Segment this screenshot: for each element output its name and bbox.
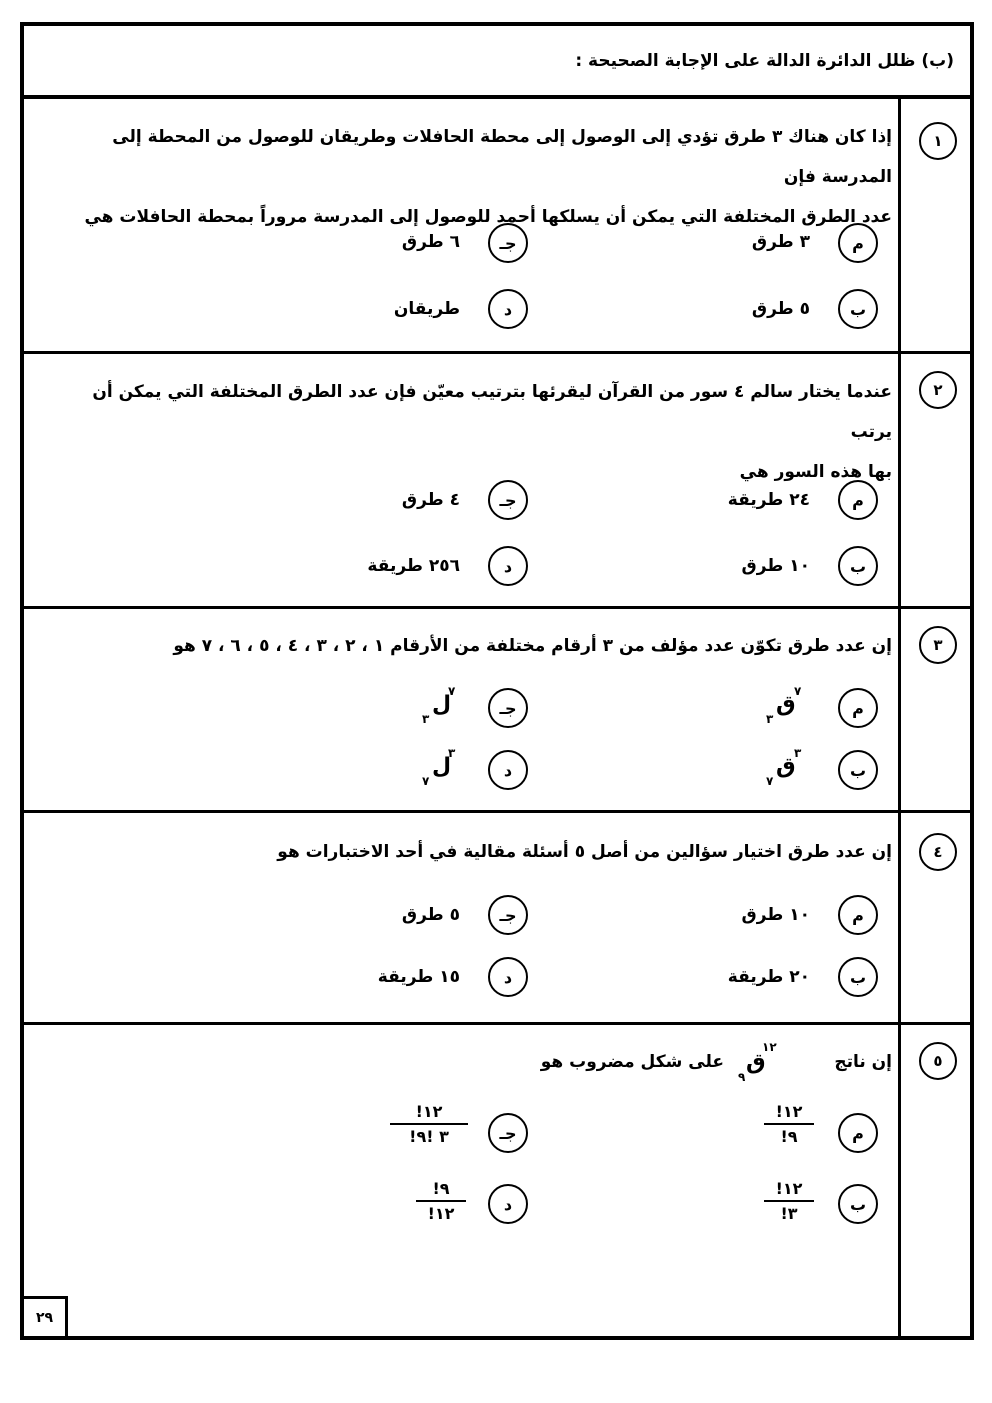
question-line: إذا كان هناك ٣ طرق تؤدي إلى الوصول إلى محطة الحافلات وطريقان للوصول من المحطة إلى المدرسة فإن: [112, 127, 892, 187]
option-b-circle[interactable]: ب: [838, 1184, 878, 1224]
option-c-circle[interactable]: جـ: [488, 480, 528, 520]
option-d-circle[interactable]: د: [488, 546, 528, 586]
option-c-circle[interactable]: جـ: [488, 1113, 528, 1153]
option-a-text: ٢٤ طريقة: [727, 490, 810, 510]
question-number: ٤: [919, 833, 957, 871]
question-text: [52, 626, 892, 666]
option-d-text: طريقان: [393, 299, 460, 319]
question-text: [52, 117, 892, 237]
question-text-end: على شكل مضروب هو: [540, 1052, 724, 1072]
option-d-fraction: !٩ !١٢: [416, 1179, 466, 1223]
exam-sheet: [20, 22, 974, 1340]
option-c-fraction: !١٢ !٣ !٩: [390, 1102, 468, 1146]
question-text: [52, 832, 892, 872]
option-b-text: ٢٠ طريقة: [727, 967, 810, 987]
option-b-text: ١٠ طرق: [741, 556, 810, 576]
question-line: عدد الطرق المختلفة التي يمكن أن يسلكها أحمد للوصول إلى المدرسة مروراً بمحطة الحافلات هي: [84, 207, 892, 227]
option-d-text: ١٥ طريقة: [377, 967, 460, 987]
option-d-circle[interactable]: د: [488, 289, 528, 329]
question-text-start: إن ناتج: [834, 1052, 892, 1072]
section-header: (ب) ظلل الدائرة الدالة على الإجابة الصحيحة :: [24, 26, 970, 99]
option-a-circle[interactable]: م: [838, 895, 878, 935]
number-column-divider: [898, 99, 901, 1336]
row-divider: [24, 351, 970, 354]
page-number: ٢٩: [24, 1296, 68, 1336]
question-number: ٣: [919, 626, 957, 664]
option-c-circle[interactable]: جـ: [488, 223, 528, 263]
option-c-circle[interactable]: جـ: [488, 688, 528, 728]
row-divider: [24, 810, 970, 813]
option-a-fraction: !١٢ !٩: [764, 1102, 814, 1146]
option-d-circle[interactable]: د: [488, 1184, 528, 1224]
question-line: بها هذه السور هي: [739, 462, 892, 482]
option-b-text: ٥ طرق: [751, 299, 810, 319]
option-b-circle[interactable]: ب: [838, 546, 878, 586]
question-text: [52, 372, 892, 492]
question-number: ١: [919, 122, 957, 160]
option-a-text: ٣ طرق: [751, 232, 810, 252]
option-c-text: ٦ طرق: [401, 232, 460, 252]
option-c-symbol: ٧ ل ٣: [422, 684, 456, 726]
row-divider: [24, 606, 970, 609]
option-c-text: ٥ طرق: [401, 905, 460, 925]
option-a-circle[interactable]: م: [838, 688, 878, 728]
option-c-text: ٤ طرق: [401, 490, 460, 510]
question-number: ٢: [919, 371, 957, 409]
option-b-circle[interactable]: ب: [838, 957, 878, 997]
question-symbol: ١٢ ق ٩: [738, 1040, 777, 1084]
question-number: ٥: [919, 1042, 957, 1080]
option-b-symbol: ٣ ق ٧: [766, 746, 802, 788]
option-a-circle[interactable]: م: [838, 480, 878, 520]
option-d-symbol: ٣ ل ٧: [422, 746, 456, 788]
option-d-text: ٢٥٦ طريقة: [367, 556, 460, 576]
option-d-circle[interactable]: د: [488, 957, 528, 997]
question-line: إن عدد طرق تكوّن عدد مؤلف من ٣ أرقام مختلفة من الأرقام ١ ، ٢ ، ٣ ، ٤ ، ٥ ، ٦ ، ٧ هو: [173, 636, 892, 656]
option-b-fraction: !١٢ !٣: [764, 1179, 814, 1223]
option-c-circle[interactable]: جـ: [488, 895, 528, 935]
option-a-text: ١٠ طرق: [741, 905, 810, 925]
option-a-circle[interactable]: م: [838, 223, 878, 263]
question-line: عندما يختار سالم ٤ سور من القرآن ليقرئها بترتيب معيّن فإن عدد الطرق المختلفة التي يمكن أن يرتب: [92, 382, 892, 442]
option-b-circle[interactable]: ب: [838, 289, 878, 329]
option-a-symbol: ٧ ق ٣: [766, 684, 802, 726]
question-line: إن عدد طرق اختيار سؤالين من أصل ٥ أسئلة مقالية في أحد الاختبارات هو: [277, 842, 892, 862]
option-b-circle[interactable]: ب: [838, 750, 878, 790]
option-a-circle[interactable]: م: [838, 1113, 878, 1153]
row-divider: [24, 1022, 970, 1025]
option-d-circle[interactable]: د: [488, 750, 528, 790]
